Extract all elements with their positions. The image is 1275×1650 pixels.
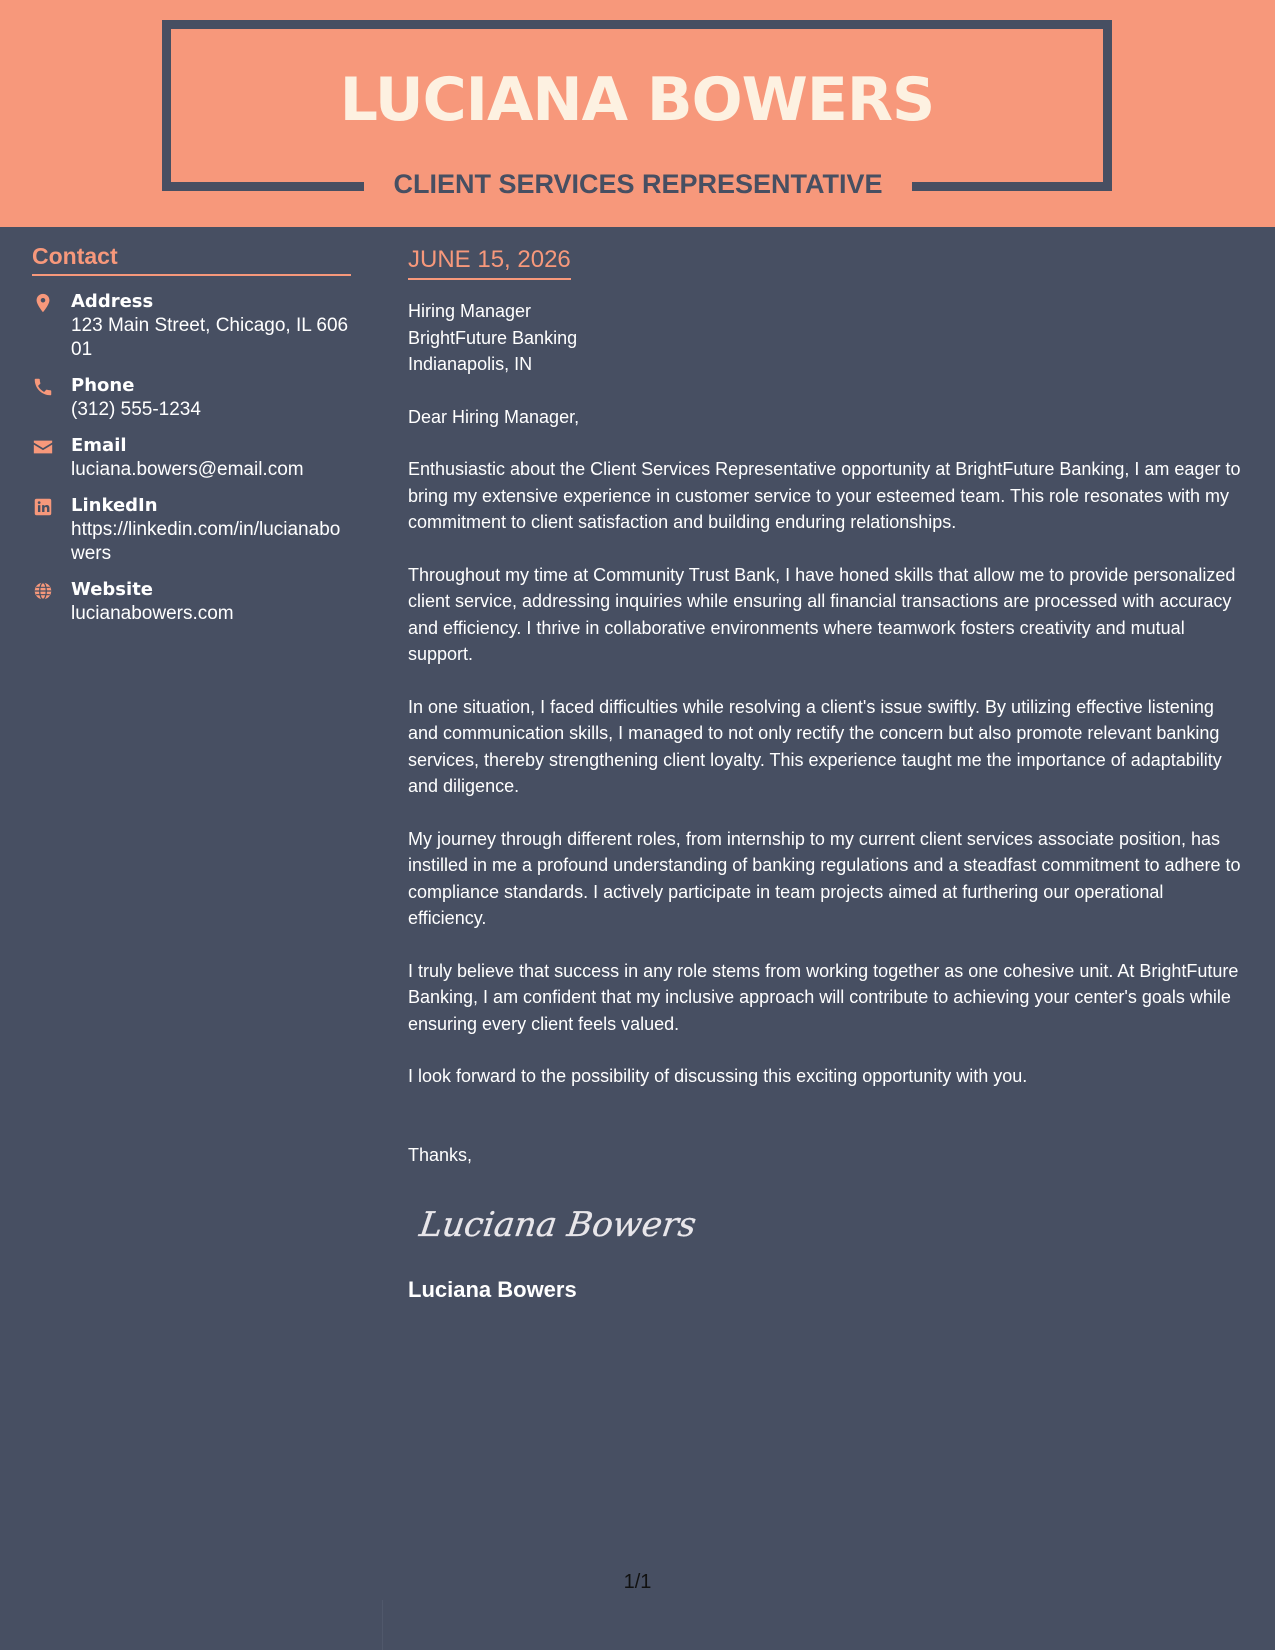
contact-value: (312) 555-1234 bbox=[71, 399, 201, 420]
contact-heading: Contact bbox=[32, 240, 351, 276]
letter-paragraph: I truly believe that success in any role stems from working together as one cohesive unit. At BrightFuture Banking, I am confident that my inclusive approach will contribute to achieving your center's goals while ensuring every client feels valued. bbox=[408, 960, 1239, 1034]
closing: Thanks, bbox=[408, 1144, 473, 1165]
contact-value: lucianabowers.com bbox=[71, 603, 234, 624]
contact-item-email bbox=[32, 434, 351, 482]
letter-paragraph: My journey through different roles, from internship to my current client services associate position, has instilled in me a profound understanding of banking regulations and a steadfast commitment to adhere to compliance standards. I actively participate in team projects aimed at furthering our operational efficiency. bbox=[408, 828, 1241, 928]
contact-value: 123 Main Street, Chicago, IL 60601 bbox=[71, 315, 349, 360]
header-frame bbox=[162, 20, 1112, 29]
contact-value: https://linkedin.com/in/lucianabowers bbox=[71, 519, 341, 564]
letter-paragraph: In one situation, I faced difficulties while resolving a client's issue swiftly. By utilizing effective listening and communication skills, I managed to not only rectify the concern but also promote relevant banking services, thereby strengthening client loyalty. This experience taught me the importance of adaptability and diligence. bbox=[408, 696, 1222, 796]
signed-name: Luciana Bowers bbox=[408, 1277, 577, 1302]
recipient-line: Indianapolis, IN bbox=[408, 354, 533, 374]
header-frame bbox=[912, 182, 1112, 191]
contact-label: Phone bbox=[71, 375, 135, 396]
header-frame bbox=[162, 20, 171, 191]
salutation: Dear Hiring Manager, bbox=[408, 406, 580, 427]
envelope-icon bbox=[32, 436, 54, 458]
letter-paragraph: I look forward to the possibility of discussing this exciting opportunity with you. bbox=[408, 1066, 1028, 1086]
applicant-name: LUCIANA BOWERS bbox=[339, 65, 935, 135]
header-frame bbox=[162, 182, 364, 191]
letter-body bbox=[408, 244, 1243, 1305]
svg-text:Luciana Bowers: Luciana Bowers bbox=[417, 1205, 699, 1245]
contact-item-website bbox=[32, 578, 351, 626]
letter-paragraph: Throughout my time at Community Trust Bank, I have honed skills that allow me to provide personalized client service, addressing inquiries while ensuring all financial transactions are processed with accuracy and efficiency. I thrive in collaborative environments where teamwork fosters creativity and mutual support. bbox=[408, 564, 1236, 664]
header-banner bbox=[0, 0, 1275, 227]
contact-label: Address bbox=[71, 291, 154, 312]
page-number: 1/1 bbox=[623, 1571, 652, 1593]
phone-icon bbox=[32, 376, 54, 398]
contact-sidebar bbox=[32, 240, 351, 626]
contact-label: Website bbox=[71, 579, 154, 600]
contact-value: luciana.bowers@email.com bbox=[71, 459, 304, 480]
divider bbox=[382, 1600, 383, 1650]
recipient-line: BrightFuture Banking bbox=[408, 327, 578, 348]
contact-label: LinkedIn bbox=[71, 495, 158, 516]
map-pin-icon bbox=[32, 292, 54, 314]
job-title: CLIENT SERVICES REPRESENTATIVE bbox=[393, 169, 883, 199]
header-frame bbox=[1103, 20, 1112, 191]
signature-image bbox=[417, 1196, 699, 1252]
contact-item-linkedin bbox=[32, 494, 351, 566]
contact-label: Email bbox=[71, 435, 127, 456]
contact-item-phone bbox=[32, 374, 351, 422]
contact-item-address bbox=[32, 290, 351, 362]
recipient-block bbox=[408, 298, 1243, 378]
linkedin-icon bbox=[32, 496, 54, 518]
globe-icon bbox=[32, 580, 54, 602]
letter-paragraph: Enthusiastic about the Client Services Representative opportunity at BrightFuture Banking, I am eager to bring my extensive experience in customer service to your esteemed team. This role resonates with my commitment to client satisfaction and building enduring relationships. bbox=[408, 459, 1241, 532]
recipient-line: Hiring Manager bbox=[408, 301, 532, 321]
letter-date: JUNE 15, 2026 bbox=[408, 244, 571, 280]
